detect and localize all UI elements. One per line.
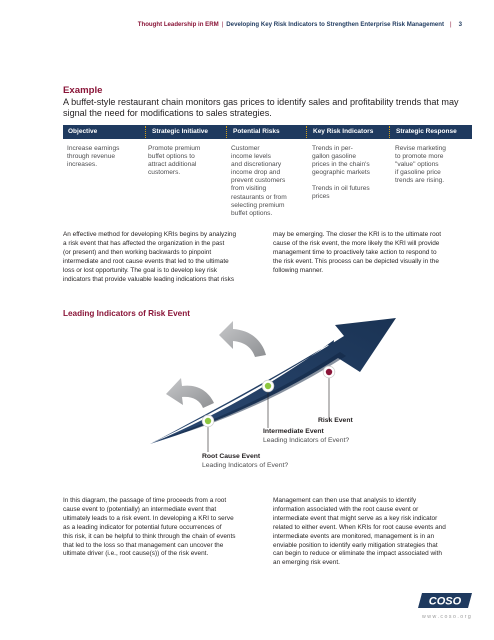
- table-cell-objective: Increase earnings through revenue increases.: [67, 145, 120, 169]
- curved-arrow-lower: [166, 378, 214, 408]
- section-title: Leading Indicators of Risk Event: [63, 309, 190, 318]
- coso-logo: [418, 593, 472, 608]
- root-cause-event-label: Root Cause Event: [202, 453, 261, 460]
- table-cell-strategic-initiative: Promote premium buffet options to attract additional customers.: [148, 145, 201, 177]
- root-cause-event-sublabel: Leading Indicators of Event?: [202, 462, 289, 469]
- paragraph-management-analysis: Management can then use that analysis to identify information associated with the root cause event or intermediate event that might serve as a key risk indicator related to either event. When KRIs for root cause events and intermediate events are monitored, management is in an enviable position to identify early mitigation strategies that can begin to reduce or eliminate the impact associated with an emerging risk event.: [273, 497, 446, 567]
- example-description: A buffet-style restaurant chain monitors gas prices to identify sales and profitability trends that may signal the need for modifications to sales strategies.: [63, 97, 459, 118]
- paragraph-diagram-explanation: In this diagram, the passage of time proceeds from a root cause event to (potentially) an intermediate event that ultimately leads to a risk event. In developing a KRI to serve as a leading indicator for potential future occurrences of this risk, it can be helpful to think through the chain of events that led to the loss so that management can uncover the ultimate driver (i.e., root cause(s)) of the risk event.: [63, 497, 236, 558]
- header-separator-2: |: [450, 21, 452, 28]
- risk-event-label: Risk Event: [318, 417, 353, 424]
- table-header-potential-risks: Potential Risks: [233, 128, 280, 135]
- svg-text:COSO: COSO: [428, 595, 462, 608]
- root-cause-node: [202, 415, 214, 427]
- table-header-strategic-response: Strategic Response: [396, 128, 457, 135]
- intermediate-event-node: [262, 380, 274, 392]
- table-cell-potential-risks: Customer income levels and discretionary income drop and prevent customers from visiting restaurants or from selecting premium buffet options.: [231, 145, 287, 217]
- curved-arrow-upper: [219, 321, 266, 357]
- header-publication: Thought Leadership in ERM: [137, 21, 219, 28]
- table-header-objective: Objective: [68, 128, 98, 135]
- header-separator: |: [221, 21, 224, 28]
- header-document-title: Developing Key Risk Indicators to Strengthen Enterprise Risk Management: [226, 21, 445, 28]
- paragraph-kri-method: An effective method for developing KRIs begins by analyzing a risk event that has affected the organization in the past (or present) and then working backwards to pinpoint intermediate and root cause events that led to the ultimate loss or lost opportunity. The goal is to develop key risk indicators that provide valuable leading indications that risks: [63, 231, 237, 283]
- example-title: Example: [63, 85, 103, 96]
- paragraph-kri-root-cause: may be emerging. The closer the KRI is to the ultimate root cause of the risk event, the more likely the KRI will provide management time to proactively take action to respond to the risk event. This process can be depicted visually in the following manner.: [273, 231, 442, 274]
- timeline-arrow: [150, 318, 396, 444]
- table-header-strategic-initiative: Strategic Initiative: [152, 128, 208, 135]
- table-cell-key-risk-indicators: Trends in per- gallon gasoline prices in the chain's geographic markets Trends in oil futures prices: [312, 145, 370, 201]
- website-url: www.coso.org: [422, 614, 473, 620]
- risk-event-node: [323, 366, 335, 378]
- table-cell-strategic-response: Revise marketing to promote more "value" options if gasoline price trends are rising.: [395, 145, 446, 185]
- page-number: 3: [458, 21, 462, 28]
- table-header-key-risk-indicators: Key Risk Indicators: [313, 128, 374, 135]
- intermediate-event-label: Intermediate Event: [263, 428, 324, 435]
- intermediate-event-sublabel: Leading Indicators of Event?: [263, 437, 350, 444]
